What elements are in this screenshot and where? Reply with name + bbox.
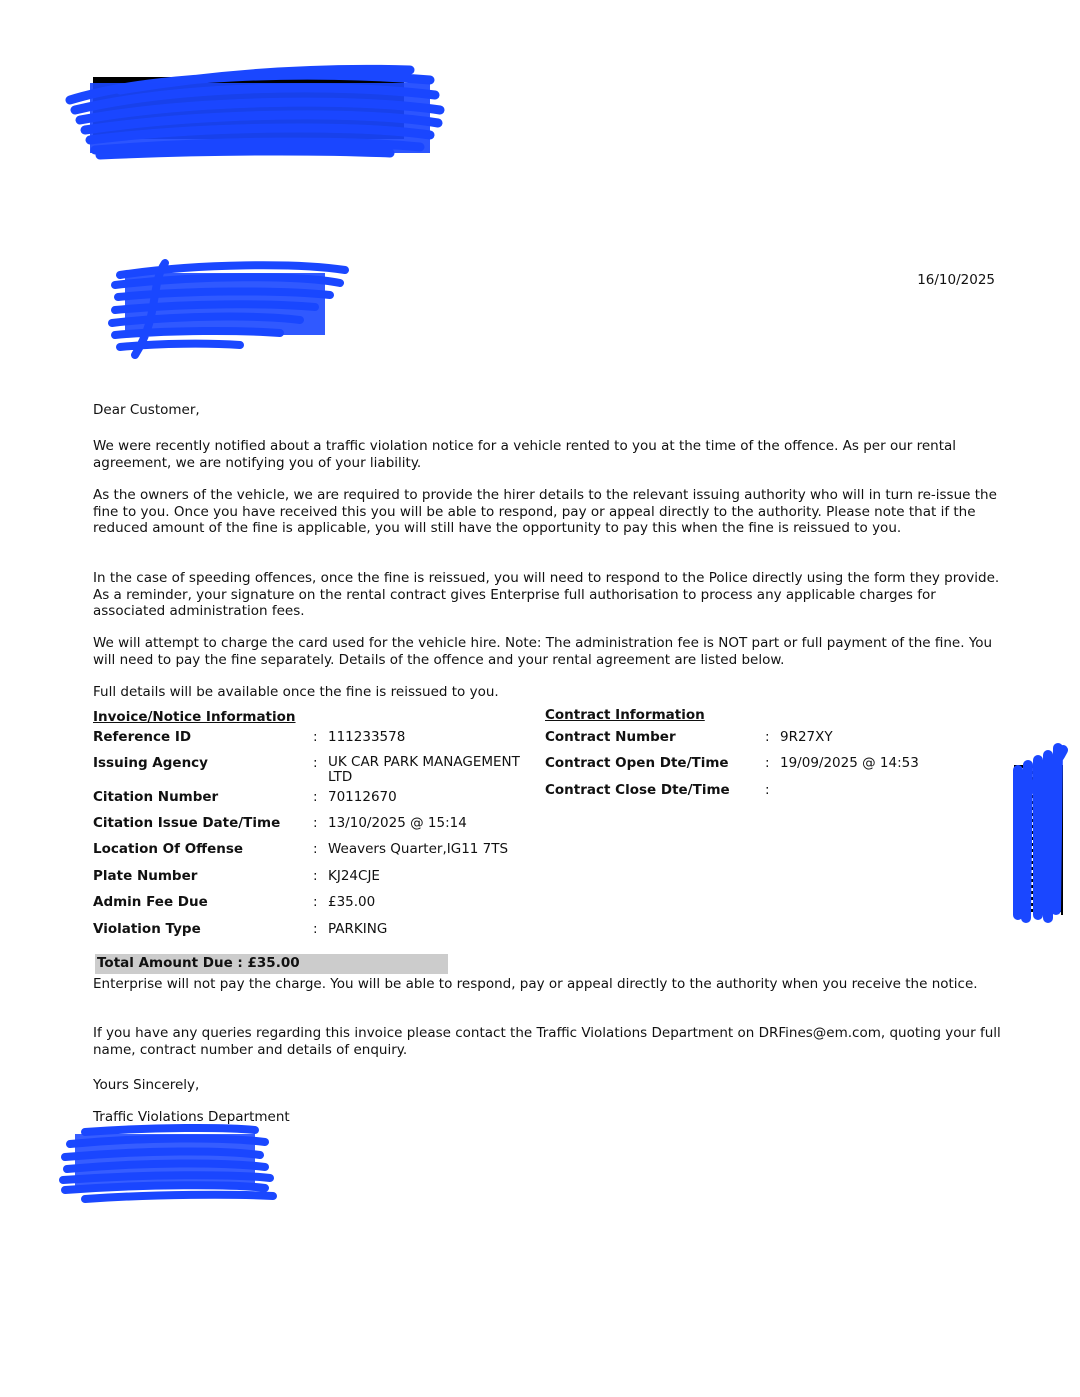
logo-redaction-scribble [60,55,450,170]
paragraph-speeding: In the case of speeding offences, once the fine is reissued, you will need to respond to the Police directly using the form they provide. As a reminder, your signature on the rental contract gives Enterprise full authorisation to process any applicable charges for associated administration fees. [93,570,1000,619]
contract-label-open: Contract Open Dte/Time [545,755,729,771]
invoice-value-reference-id: 111233578 [328,729,406,745]
invoice-label-issuing-agency: Issuing Agency [93,755,208,771]
separator: : [765,755,770,771]
separator: : [765,782,770,798]
address-redaction-scribble [100,255,360,365]
invoice-value-admin-fee: £35.00 [328,894,376,910]
separator: : [313,841,318,857]
contract-value-number: 9R27XY [780,729,833,745]
invoice-value-location: Weavers Quarter,IG11 7TS [328,841,509,857]
separator: : [313,755,318,771]
invoice-value-violation-type: PARKING [328,921,388,937]
paragraph-full-details: Full details will be available once the fine is reissued to you. [93,684,499,700]
invoice-label-plate-number: Plate Number [93,868,198,884]
letter-date: 16/10/2025 [917,272,995,288]
paragraph-queries: If you have any queries regarding this invoice please contact the Traffic Violations Department on DRFines@em.com, quoting your full name, contract number and details of enquiry. [93,1025,1001,1058]
contract-section-heading: Contract Information [545,707,705,723]
invoice-label-citation-number: Citation Number [93,789,219,805]
separator: : [313,921,318,937]
separator: : [313,729,318,745]
contract-value-open: 19/09/2025 @ 14:53 [780,755,919,771]
signature-redaction-scribble [55,1122,285,1210]
separator: : [765,729,770,745]
paragraph-notification: We were recently notified about a traffic violation notice for a vehicle rented to you at the time of the offence. As per our rental agreement, we are notifying you of your liability. [93,438,957,471]
separator: : [313,789,318,805]
invoice-label-violation-type: Violation Type [93,921,201,937]
separator: : [313,894,318,910]
total-amount-due: Total Amount Due : £35.00 [95,954,448,974]
invoice-label-admin-fee: Admin Fee Due [93,894,208,910]
invoice-value-citation-issue-date: 13/10/2025 @ 15:14 [328,815,467,831]
invoice-section-heading: Invoice/Notice Information [93,709,296,725]
invoice-label-citation-issue-date: Citation Issue Date/Time [93,815,281,831]
separator: : [313,868,318,884]
invoice-value-plate-number: KJ24CJE [328,868,380,884]
paragraph-card-charge: We will attempt to charge the card used for the vehicle hire. Note: The administration fee is NOT part or full payment of the fine. You will need to pay the fine separately. Details of the offence and your rental agreement are listed below. [93,635,993,668]
invoice-label-location: Location Of Offense [93,841,244,857]
invoice-label-reference-id: Reference ID [93,729,192,745]
barcode-redaction-scribble [1008,740,1070,925]
closing: Yours Sincerely, [93,1077,200,1093]
invoice-value-citation-number: 70112670 [328,789,397,805]
paragraph-enterprise-charge: Enterprise will not pay the charge. You will be able to respond, pay or appeal directly to the authority when you receive the notice. [93,976,978,992]
invoice-value-issuing-agency: UK CAR PARK MANAGEMENT LTD [328,754,520,785]
contract-label-close: Contract Close Dte/Time [545,782,730,798]
greeting: Dear Customer, [93,402,200,418]
paragraph-hirer-details: As the owners of the vehicle, we are required to provide the hirer details to the relevant issuing authority who will in turn re-issue the fine to you. Once you have received this you will be able to respond, pay or appeal directly to the authority. Please note that if the reduced amount of the fine is applicable, you will still have the opportunity to pay this when the fine is reissued to you. [93,487,997,536]
signature: Traffic Violations Department [93,1109,290,1125]
contract-label-number: Contract Number [545,729,676,745]
separator: : [313,815,318,831]
